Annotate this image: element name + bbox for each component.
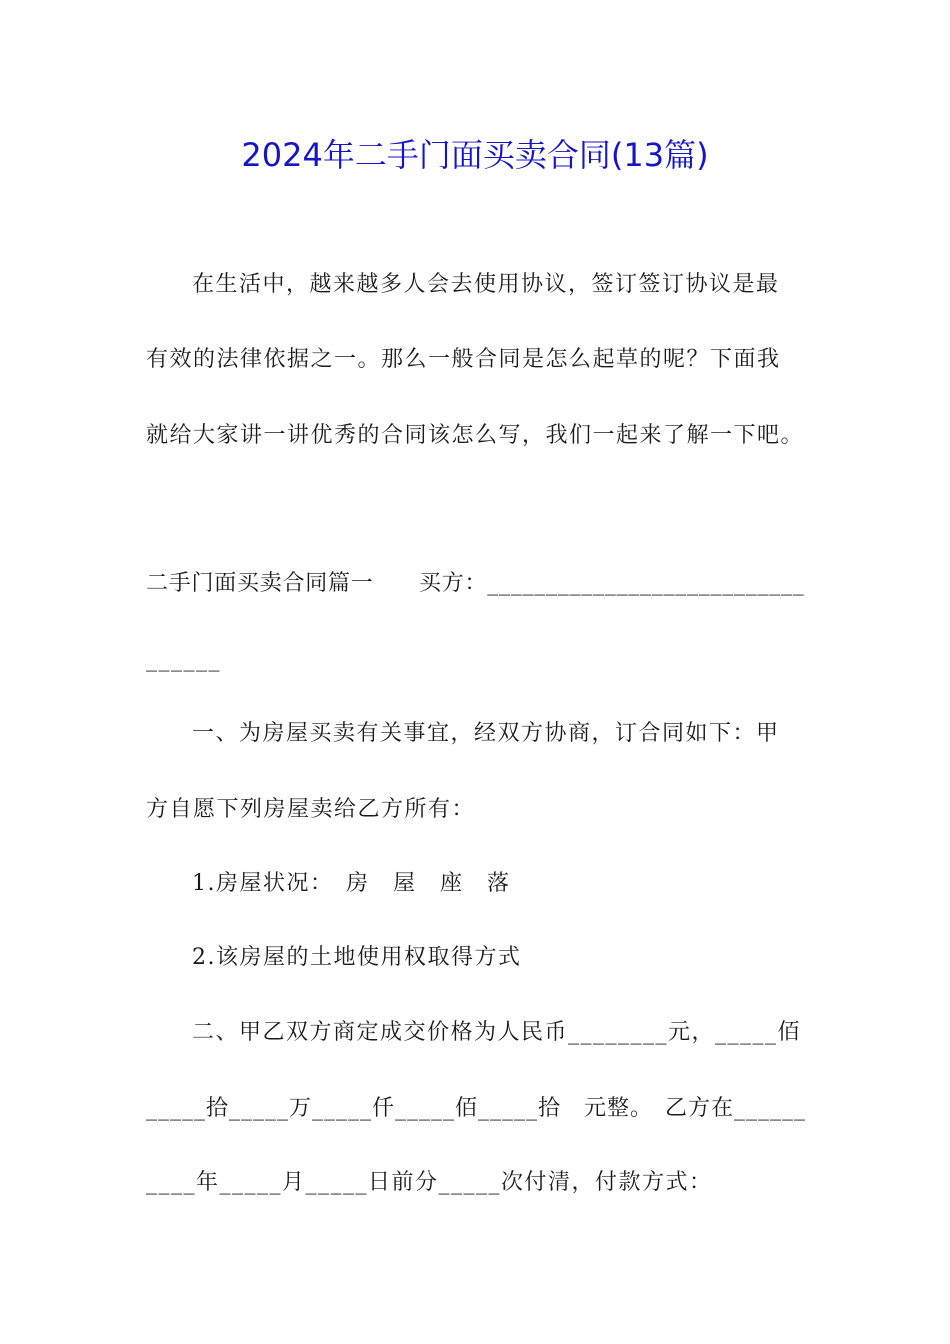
clause-2-line-2: _____拾_____万_____仟_____佰_____拾 元整。 乙方在______ (146, 1096, 807, 1121)
document-title: 2024年二手门面买卖合同(13篇) (241, 136, 709, 174)
intro-line-2: 有效的法律依据之一。那么一般合同是怎么起草的呢？下面我 (146, 347, 781, 372)
clause-1-line-2: 方自愿下列房屋卖给乙方所有： (146, 797, 476, 822)
clause-1-item-1: 1.房屋状况： 房 屋 座 落 (192, 871, 511, 896)
clause-2-line-3: ____年_____月_____日前分_____次付清，付款方式： (146, 1170, 713, 1195)
buyer-blank-continuation: ______ (146, 647, 221, 672)
intro-line-1: 在生活中，越来越多人会去使用协议，签订签订协议是最 (192, 272, 780, 297)
intro-line-3: 就给大家讲一讲优秀的合同该怎么写，我们一起来了解一下吧。 (146, 423, 805, 448)
clause-1-item-2: 2.该房屋的土地使用权取得方式 (192, 945, 522, 970)
section-heading-buyer: 二手门面买卖合同篇一 买方：___________________________ (146, 571, 805, 596)
clause-2-line-1: 二、甲乙双方商定成交价格为人民币________元，_____佰 (192, 1020, 802, 1045)
clause-1-line-1: 一、为房屋买卖有关事宜，经双方协商，订合同如下：甲 (192, 721, 780, 746)
